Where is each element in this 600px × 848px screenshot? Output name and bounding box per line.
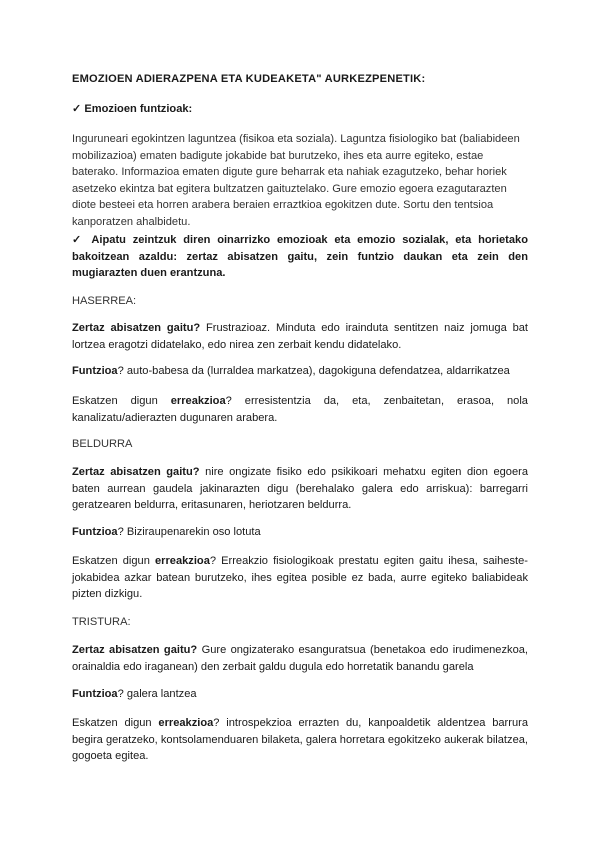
question-heading: [72, 232, 528, 282]
question-text: Aipatu zeintzuk diren oinarrizko emozioak eta emozio sozialak, eta horietako bakoitzean azaldu: zertaz abisatzen gaitu, zein funtzio daukan eta zein den mugiarazten duen erantzuna.: [72, 234, 528, 280]
beldurra-funtzio-paragraph: [72, 524, 528, 541]
abisu-answer: Frustrazioaz. Minduta edo irainduta sentitzen naiz jomuga bat lortzea eragotzi didatelako, edo nirea zen zerbait kendu didatelako.: [72, 322, 528, 351]
tristura-abisu-paragraph: [72, 642, 528, 675]
abisu-question: Zertaz abisatzen gaitu?: [72, 466, 200, 478]
emotion-label-tristura: TRISTURA:: [72, 616, 131, 628]
page-title: EMOZIOEN ADIERAZPENA ETA KUDEAKETA" AURKEZPENETIK:: [72, 73, 426, 85]
funtzio-label: Funtzioa: [72, 365, 118, 377]
funtzio-answer: ? auto-babesa da (lurraldea markatzea), dagokiguna defendatzea, aldarrikatzea: [117, 365, 510, 377]
funtzio-answer: ? Biziraupenarekin oso lotuta: [117, 526, 261, 538]
funtzio-label: Funtzioa: [72, 526, 118, 538]
haserrea-abisu-paragraph: [72, 320, 528, 353]
beldurra-abisu-paragraph: [72, 464, 528, 514]
erreakzio-prefix: Eskatzen digun: [72, 555, 155, 567]
abisu-answer: Gure ongizaterako esanguratsua (benetakoa edo irudimenezkoa, orainaldia edo iraganean) den zerbait galdu dugula edo horretatik banandu garela: [72, 644, 528, 673]
erreakzio-answer: ? erresistentzia da, eta, zenbaitetan, erasoa, nola kanalizatu/adierazten dugunaren arabera.: [72, 395, 528, 424]
funtzio-label: Funtzioa: [72, 688, 118, 700]
tristura-funtzio-paragraph: [72, 686, 528, 703]
funtzio-answer: ? galera lantzea: [117, 688, 197, 700]
abisu-answer: nire ongizate fisiko edo psikikoari mehatxu egiten dion egoera baten aurrean gaudela jakinarazten digu (berehalako galera edo arriskua): barregarri geratzearen beldurra, eritasunaren, heriotzaren beldurra.: [72, 466, 529, 512]
emotion-label-beldurra: BELDURRA: [72, 438, 133, 450]
checkmark-icon: ✓: [72, 234, 86, 246]
erreakzio-label: erreakzioa: [154, 555, 210, 567]
erreakzio-prefix: Eskatzen digun: [72, 717, 159, 729]
erreakzio-label: erreakzioa: [170, 395, 226, 407]
abisu-question: Zertaz abisatzen gaitu?: [72, 322, 201, 334]
funtzioak-paragraph: Inguruneari egokintzen laguntzea (fisikoa eta soziala). Laguntza fisiologiko bat (baliabideen mobilizazioa) ematen badigute jokabide bat burutzeko, ihes eta aurre egiteko, estae baterako. Informazioa ematen digute gure beharrak eta nahiak ezagutzeko, behar horiek asetzeko ekintza bat egitera bultzatzen gaituztelako. Gure emozio egoera ezagutarazten diote besteei eta horren arabera beraien erraztkioa egokitzen dute. Sortu den tentsioa kanporatzen ahalbidetu.: [72, 133, 520, 228]
haserrea-erreakzio-paragraph: [72, 393, 528, 426]
section-heading-funtzioak: [72, 101, 528, 118]
erreakzio-answer: ? introspekzioa errazten du, kanpoaldetik aldentzea barrura begira geratzeko, kontsolamenduaren bilaketa, galera horretara egokitzeko aukerak bilatzea, gogoeta egitea.: [72, 717, 528, 763]
abisu-question: Zertaz abisatzen gaitu?: [72, 644, 198, 656]
tristura-erreakzio-paragraph: [72, 715, 528, 765]
checkmark-icon: ✓: [72, 103, 82, 115]
beldurra-erreakzio-paragraph: [72, 553, 528, 603]
section-heading-text: Emozioen funtzioak:: [84, 103, 193, 115]
erreakzio-label: erreakzioa: [158, 717, 214, 729]
haserrea-funtzio-paragraph: [72, 363, 528, 380]
emotion-label-haserrea: HASERREA:: [72, 295, 137, 307]
erreakzio-prefix: Eskatzen digun: [72, 395, 171, 407]
erreakzio-answer: ? Erreakzio fisiologikoak prestatu egiten gaitu ihesa, saiheste-jokabidea azkar batean burutzeko, ihes egitea posible ez bada, aurre egiteko baliabideak pizten dizkigu.: [72, 555, 528, 601]
